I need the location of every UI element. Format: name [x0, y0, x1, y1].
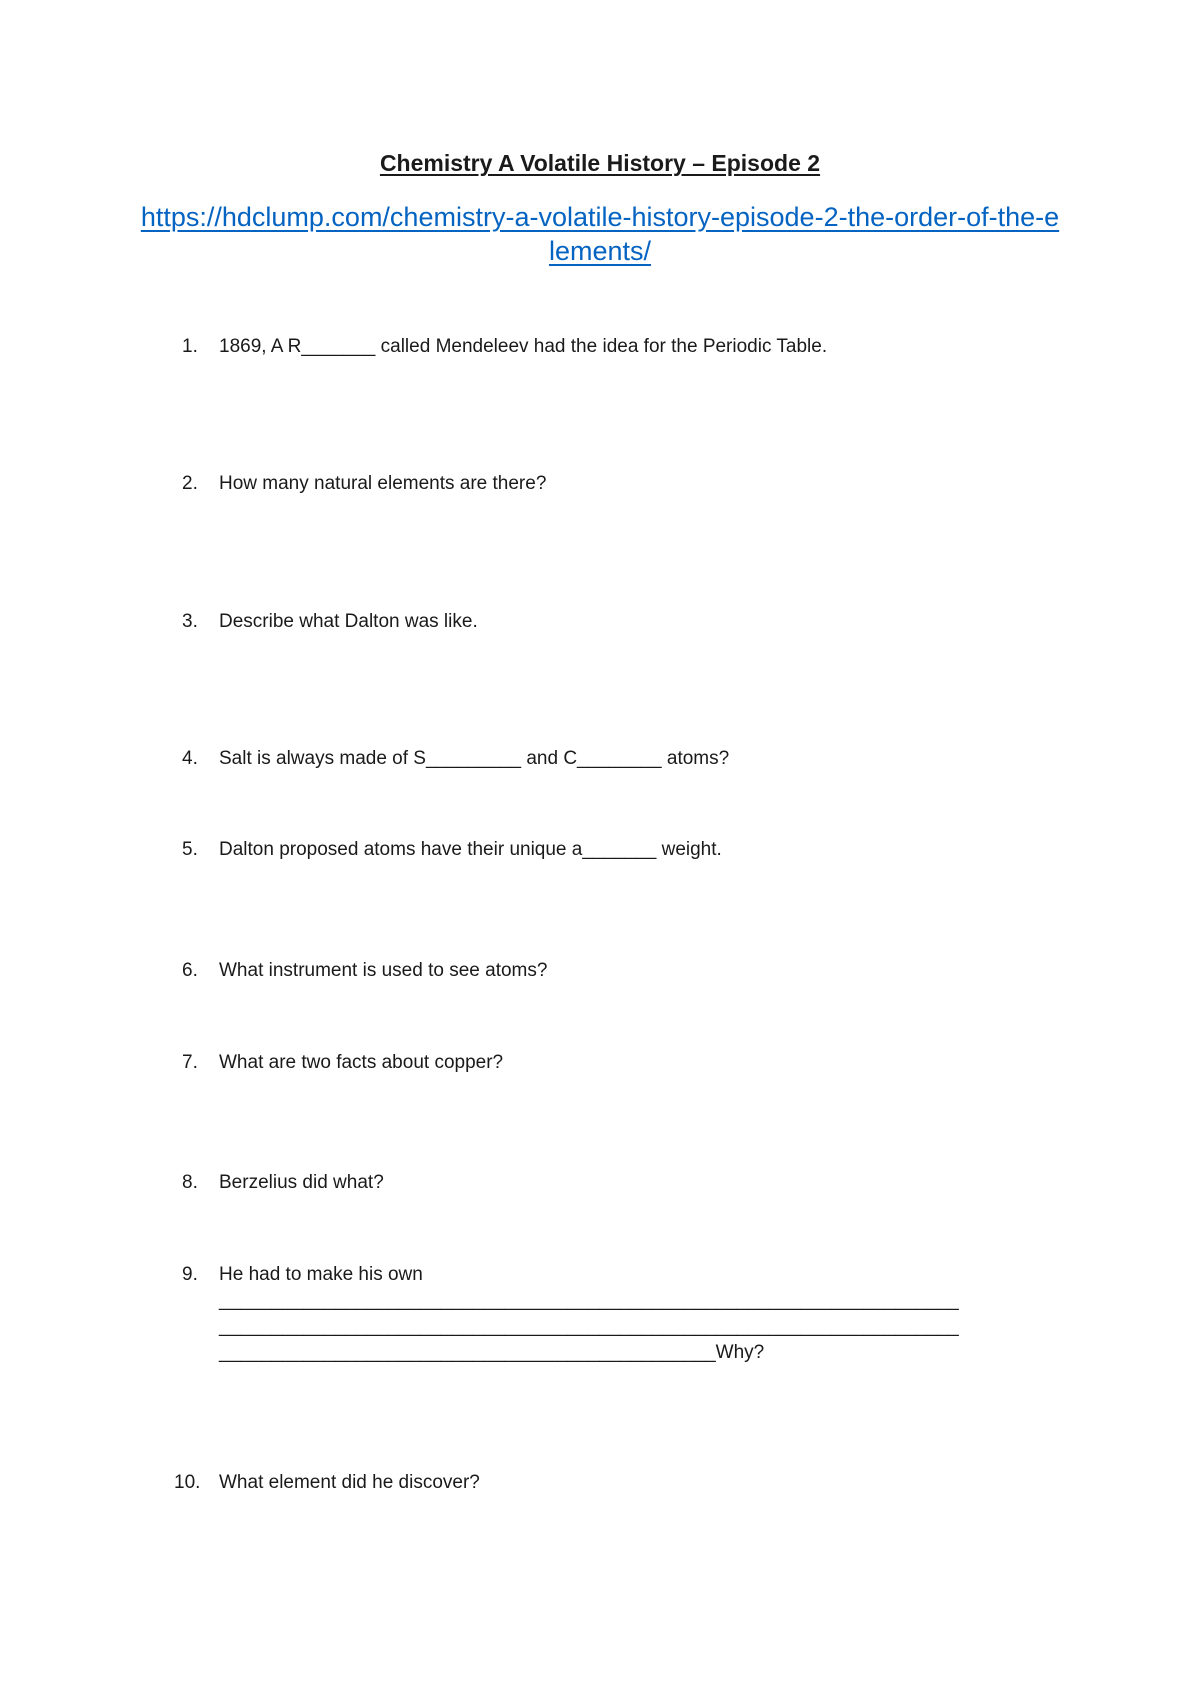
page-title: Chemistry A Volatile History – Episode 2: [379, 150, 821, 176]
question-number: 3.: [182, 611, 198, 632]
question-text: Dalton proposed atoms have their unique a_______ weight.: [219, 839, 722, 860]
question-number: 4.: [182, 748, 198, 769]
question-text: Describe what Dalton was like.: [219, 611, 478, 632]
question-number: 1.: [182, 336, 198, 357]
question-text: How many natural elements are there?: [219, 473, 547, 494]
question-text: What element did he discover?: [219, 1472, 480, 1493]
question-text: What are two facts about copper?: [219, 1052, 504, 1073]
question-number: 5.: [182, 839, 198, 860]
question-number: 2.: [182, 473, 198, 494]
question-number: 10.: [174, 1472, 201, 1493]
question-text: What instrument is used to see atoms?: [219, 960, 548, 981]
question-text: He had to make his own: [219, 1264, 423, 1285]
question-number: 6.: [182, 960, 198, 981]
question-text: Salt is always made of S_________ and C________ atoms?: [219, 748, 730, 769]
question-text: Berzelius did what?: [219, 1172, 384, 1193]
question-number: 8.: [182, 1172, 198, 1193]
question-9-blank-line-3: _______________________________________________Why?: [219, 1342, 765, 1363]
question-number: 9.: [182, 1264, 198, 1285]
question-number: 7.: [182, 1052, 198, 1073]
question-text: 1869, A R_______ called Mendeleev had the idea for the Periodic Table.: [219, 336, 828, 357]
question-9-blank-line-1: ______________________________________________________________________: [219, 1290, 959, 1311]
episode-link[interactable]: https://hdclump.com/chemistry-a-volatile-history-episode-2-the-order-of-the-elements/: [140, 202, 1060, 266]
question-9-blank-line-2: ______________________________________________________________________: [219, 1316, 959, 1337]
